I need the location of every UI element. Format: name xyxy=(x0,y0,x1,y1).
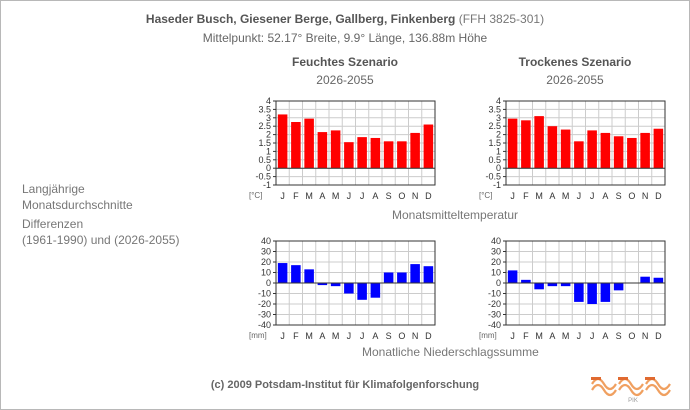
dry-temperature-bar xyxy=(534,116,544,168)
dry-temperature-ytick-label: 2 xyxy=(495,129,501,140)
wet-precipitation-month-label: S xyxy=(385,331,392,341)
wet-precipitation-month-label: A xyxy=(319,331,326,341)
wet-temperature-ytick-label: 1 xyxy=(265,146,271,157)
wet-temperature-bar xyxy=(410,133,420,168)
dry-precipitation-month-label: S xyxy=(615,331,622,341)
wet-precipitation-bar xyxy=(357,283,367,300)
wet-temperature-month-label: A xyxy=(372,191,379,201)
logo-text: PIK xyxy=(628,398,638,404)
dry-precipitation-ytick-label: 10 xyxy=(490,267,501,278)
dry-precipitation-month-label: J xyxy=(589,331,595,341)
wet-temperature-bar xyxy=(424,125,434,169)
dry-precipitation-month-label: M xyxy=(535,331,543,341)
dry-precipitation-month-label: F xyxy=(523,331,529,341)
wet-precipitation-bar xyxy=(424,266,434,283)
dry-precipitation-bar xyxy=(534,283,544,289)
dry-temperature-ytick-label: 0.5 xyxy=(488,154,501,165)
dry-precipitation-bar xyxy=(601,283,611,302)
dry-precipitation-month-label: A xyxy=(602,331,609,341)
dry-temperature-ytick-label: -0.5 xyxy=(485,171,501,182)
wet-temperature-bar xyxy=(384,141,394,168)
dry-precipitation-ytick-label: -10 xyxy=(487,288,501,299)
wet-temperature-ytick-label: 3 xyxy=(265,112,271,123)
dry-temperature-bar xyxy=(574,141,584,168)
panel-period-wet: 2026-2055 xyxy=(316,73,374,87)
dry-precipitation-bar xyxy=(587,283,597,304)
dry-precipitation-ytick-label: 30 xyxy=(490,246,501,257)
dry-temperature-month-label: S xyxy=(615,191,622,201)
wet-precipitation-ytick-label: 10 xyxy=(260,267,271,278)
side-label-line4: (1961-1990) und (2026-2055) xyxy=(22,233,180,247)
dry-precipitation-month-label: D xyxy=(655,331,662,341)
wet-precipitation-ytick-label: 40 xyxy=(260,236,271,246)
dry-precipitation-unit-label: [mm] xyxy=(479,331,497,340)
dry-temperature-bar xyxy=(601,133,611,168)
pik-logo xyxy=(588,368,678,404)
wet-precipitation-ytick-label: -20 xyxy=(257,299,271,309)
wet-precipitation-ytick-label: -40 xyxy=(257,320,271,330)
wet-temperature-bar xyxy=(371,138,381,168)
wet-temperature-bar xyxy=(331,130,341,168)
wet-temperature-ytick-label: 0 xyxy=(265,163,271,174)
wet-precipitation-unit-label: [mm] xyxy=(249,331,267,340)
precipitation-axis-title: Monatliche Niederschlagssumme xyxy=(362,345,539,359)
wet-precipitation-ytick-label: 0 xyxy=(265,278,271,288)
wet-temperature-bar xyxy=(357,137,367,168)
copyright-footer: (c) 2009 Potsdam-Institut für Klimafolgenforschung xyxy=(210,379,480,391)
dry-temperature-bar xyxy=(561,130,571,169)
dry-temperature-month-label: J xyxy=(510,191,515,201)
wet-precipitation-bar xyxy=(304,269,314,283)
dry-precipitation-bar xyxy=(654,278,664,283)
dry-temperature-month-label: O xyxy=(628,191,636,201)
wet-precipitation-month-label: J xyxy=(280,331,285,341)
dry-temperature-month-label: F xyxy=(523,191,529,201)
wet-temperature-unit-label: [°C] xyxy=(249,191,263,200)
side-label-line3: Differenzen xyxy=(22,217,84,231)
wet-temperature-month-label: O xyxy=(398,191,406,201)
panel-title-wet: Feuchtes Szenario xyxy=(291,55,399,69)
dry-precipitation-ytick-label: 0 xyxy=(495,278,501,288)
dry-temperature-month-label: A xyxy=(549,191,556,201)
wet-temperature-month-label: M xyxy=(331,191,340,201)
dry-temperature-unit-label: [°C] xyxy=(479,191,493,200)
dry-temperature-month-label: J xyxy=(589,191,595,201)
wet-precipitation-month-label: A xyxy=(372,331,379,341)
dry-temperature-bar xyxy=(521,120,531,168)
dry-precipitation-month-label: M xyxy=(561,331,570,341)
wet-temperature-ytick-label: 2 xyxy=(265,129,271,140)
wet-temperature-ytick-label: -1 xyxy=(262,180,271,190)
dry-precipitation-ytick-label: -40 xyxy=(487,320,501,330)
dry-temperature-bar xyxy=(614,136,624,168)
dry-precipitation-bar xyxy=(614,283,624,290)
wet-temperature-month-label: S xyxy=(385,191,392,201)
dry-temperature-ytick-label: 1 xyxy=(495,146,501,157)
dry-temperature-month-label: D xyxy=(655,191,662,201)
dry-temperature-ytick-label: 0 xyxy=(495,163,501,174)
wet-precipitation-ytick-label: 20 xyxy=(260,257,271,267)
wet-temperature-ytick-label: -0.5 xyxy=(255,171,271,182)
dry-precipitation-month-label: O xyxy=(628,331,636,341)
wet-precipitation-month-label: J xyxy=(346,331,352,341)
wet-precipitation-bar xyxy=(344,283,354,294)
side-label-line1: Langjährige xyxy=(22,182,85,196)
dry-precipitation-ytick-label: 40 xyxy=(490,236,501,246)
panel-title-dry: Trockenes Szenario xyxy=(518,55,632,69)
dry-precipitation-month-label: J xyxy=(576,331,582,341)
wet-precipitation-bar xyxy=(278,263,288,283)
wet-temperature-month-label: F xyxy=(293,191,299,201)
dry-temperature-month-label: N xyxy=(641,191,649,201)
page-subtitle: Mittelpunkt: 52.17° Breite, 9.9° Länge, 136.88m Höhe xyxy=(202,31,488,45)
wet-precipitation-ytick-label: -10 xyxy=(257,288,271,299)
dry-precipitation-bar xyxy=(574,283,584,302)
dry-temperature-month-label: A xyxy=(602,191,609,201)
wet-precipitation-month-label: M xyxy=(305,331,313,341)
dry-precipitation-bar xyxy=(508,270,518,283)
wet-temperature-bar xyxy=(291,122,301,168)
wet-temperature-bar xyxy=(318,132,328,168)
wet-temperature-month-label: M xyxy=(305,191,313,201)
wet-temperature-ytick-label: 3.5 xyxy=(258,104,271,115)
dry-temperature-ytick-label: 3.5 xyxy=(488,104,501,115)
dry-temperature-bar xyxy=(654,129,664,168)
wet-temperature-bar xyxy=(304,119,314,169)
dry-temperature-ytick-label: 3 xyxy=(495,112,501,123)
wet-temperature-month-label: J xyxy=(346,191,352,201)
wet-precipitation-bar xyxy=(384,273,394,284)
wet-precipitation-bar xyxy=(410,264,420,283)
dry-temperature-bar xyxy=(587,130,597,168)
wet-temperature-ytick-label: 1.5 xyxy=(258,138,271,148)
wet-temperature-month-label: J xyxy=(280,191,285,201)
wet-precipitation-bar xyxy=(291,265,301,283)
dry-temperature-ytick-label: 1.5 xyxy=(488,138,501,148)
site-name: Haseder Busch, Giesener Berge, Gallberg, Finkenberg xyxy=(145,12,456,26)
side-label-line2: Monatsdurchschnitte xyxy=(22,198,133,212)
wet-temperature-ytick-label: 2.5 xyxy=(258,121,271,132)
dry-temperature-month-label: J xyxy=(576,191,582,201)
dry-precipitation-bar xyxy=(640,277,650,283)
wet-temperature-ytick-label: 4 xyxy=(265,96,271,106)
dry-precipitation-ytick-label: 20 xyxy=(490,257,501,267)
wet-precipitation-month-label: F xyxy=(293,331,299,341)
wet-temperature-month-label: A xyxy=(319,191,326,201)
wet-temperature-bar xyxy=(278,114,288,168)
wet-temperature-bar xyxy=(397,141,407,168)
temperature-axis-title: Monatsmitteltemperatur xyxy=(392,208,519,222)
dry-temperature-month-label: M xyxy=(535,191,543,201)
wet-precipitation-ytick-label: 30 xyxy=(260,246,271,257)
wet-temperature-bar xyxy=(344,142,354,168)
dry-precipitation-month-label: J xyxy=(510,331,515,341)
dry-temperature-bar xyxy=(627,138,637,168)
wet-precipitation-bar xyxy=(371,283,381,298)
dry-temperature-bar xyxy=(640,133,650,168)
wet-precipitation-month-label: O xyxy=(398,331,406,341)
wet-precipitation-bar xyxy=(397,273,407,284)
wet-temperature-ytick-label: 0.5 xyxy=(258,154,271,165)
dry-precipitation-month-label: A xyxy=(549,331,556,341)
dry-temperature-ytick-label: 2.5 xyxy=(488,121,501,132)
wet-temperature-month-label: N xyxy=(411,191,419,201)
panel-period-dry: 2026-2055 xyxy=(546,73,604,87)
dry-temperature-bar xyxy=(548,126,558,168)
dry-precipitation-ytick-label: -30 xyxy=(487,309,501,320)
wet-temperature-month-label: J xyxy=(359,191,365,201)
dry-precipitation-ytick-label: -20 xyxy=(487,299,501,309)
wet-precipitation-month-label: N xyxy=(411,331,419,341)
wet-precipitation-month-label: M xyxy=(331,331,340,341)
wet-precipitation-month-label: D xyxy=(425,331,432,341)
dry-temperature-ytick-label: 4 xyxy=(495,96,501,106)
dry-temperature-ytick-label: -1 xyxy=(492,180,501,190)
dry-temperature-bar xyxy=(508,119,518,169)
dry-precipitation-month-label: N xyxy=(641,331,649,341)
wet-precipitation-month-label: J xyxy=(359,331,365,341)
wet-precipitation-ytick-label: -30 xyxy=(257,309,271,320)
dry-temperature-month-label: M xyxy=(561,191,570,201)
wet-temperature-month-label: D xyxy=(425,191,432,201)
site-code: (FFH 3825-301) xyxy=(458,12,545,26)
